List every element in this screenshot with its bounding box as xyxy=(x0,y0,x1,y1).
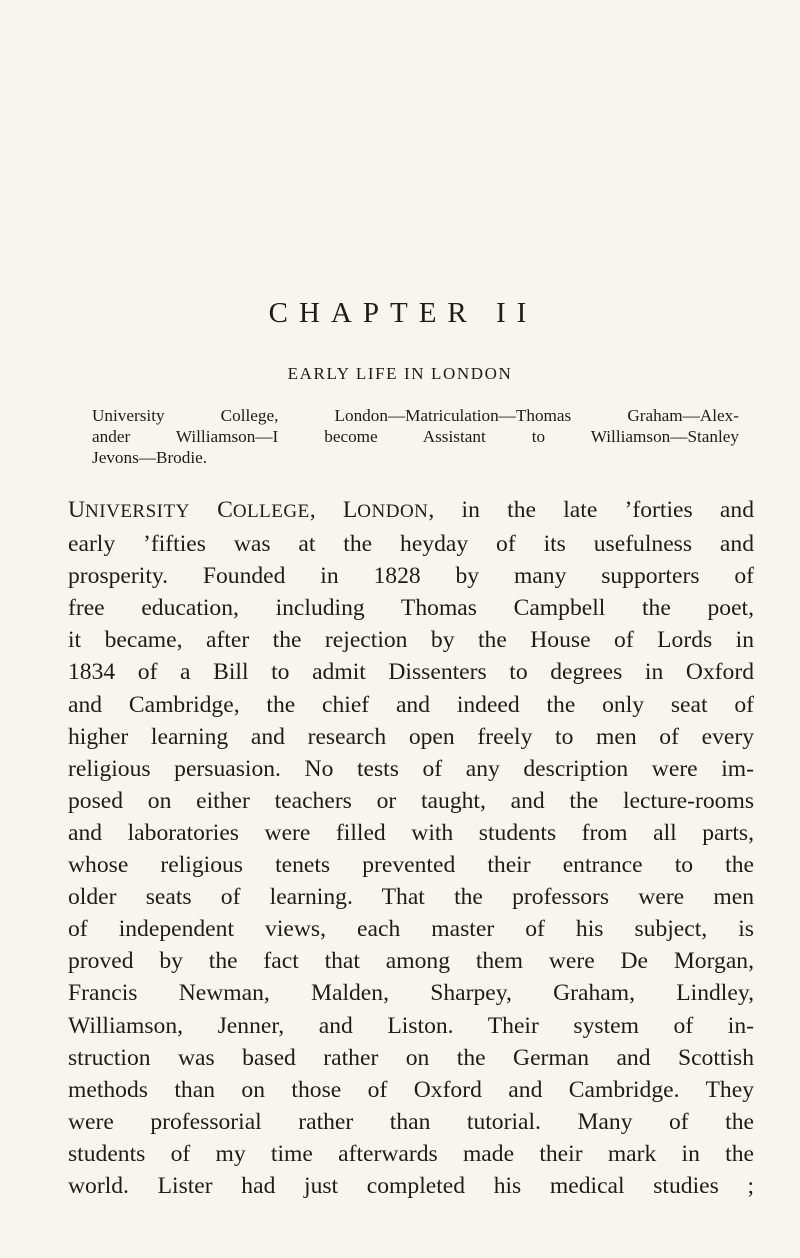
chapter-synopsis xyxy=(92,405,739,468)
body-line: proved by the fact that among them were De Morgan, xyxy=(68,948,754,975)
first-line-rest: in the late ’forties and xyxy=(434,497,755,523)
body-line: methods than on those of Oxford and Cambridge. They xyxy=(68,1076,754,1103)
body-line: and laboratories were filled with students from all parts, xyxy=(68,819,754,846)
body-line: Francis Newman, Malden, Sharpey, Graham, Lindley, xyxy=(68,980,754,1007)
body-line: world. Lister had just completed his medical studies ; xyxy=(68,1172,754,1199)
body-line: 1834 of a Bill to admit Dissenters to degrees in Oxford xyxy=(68,659,754,686)
body-line: were professorial rather than tutorial. Many of the xyxy=(68,1108,754,1135)
synopsis-line: ander Williamson—I become Assistant to Williamson—Stanley xyxy=(92,427,739,446)
body-line: free education, including Thomas Campbell the poet, xyxy=(68,595,754,622)
synopsis-line: University College, London—Matriculation—Thomas Graham—Alex- xyxy=(92,406,739,425)
body-line: older seats of learning. That the professors were men xyxy=(68,884,754,911)
body-line: early ’fifties was at the heyday of its usefulness and xyxy=(68,531,754,558)
synopsis-line: Jevons—Brodie. xyxy=(92,448,208,467)
chapter-title: EARLY LIFE IN LONDON xyxy=(287,364,513,383)
body-line: students of my time afterwards made their mark in the xyxy=(68,1140,754,1167)
body-line: Williamson, Jenner, and Liston. Their system of in- xyxy=(68,1012,754,1039)
body-line: of independent views, each master of his subject, is xyxy=(68,916,754,943)
body-line: religious persuasion. No tests of any description were im- xyxy=(68,755,754,782)
opening-small-caps: UNIVERSITY COLLEGE, LONDON, xyxy=(68,497,435,523)
body-line: posed on either teachers or taught, and the lecture-rooms xyxy=(68,787,754,814)
body-line: prosperity. Founded in 1828 by many supporters of xyxy=(68,563,754,590)
body-line: struction was based rather on the German and Scottish xyxy=(68,1044,754,1071)
body-line-first xyxy=(68,494,754,528)
body-line: and Cambridge, the chief and indeed the only seat of xyxy=(68,691,754,718)
body-line: it became, after the rejection by the House of Lords in xyxy=(68,627,754,654)
chapter-heading: CHAPTER II xyxy=(268,297,538,329)
body-paragraph xyxy=(68,494,754,1202)
body-line: higher learning and research open freely to men of every xyxy=(68,723,754,750)
body-line: whose religious tenets prevented their entrance to the xyxy=(68,852,754,879)
